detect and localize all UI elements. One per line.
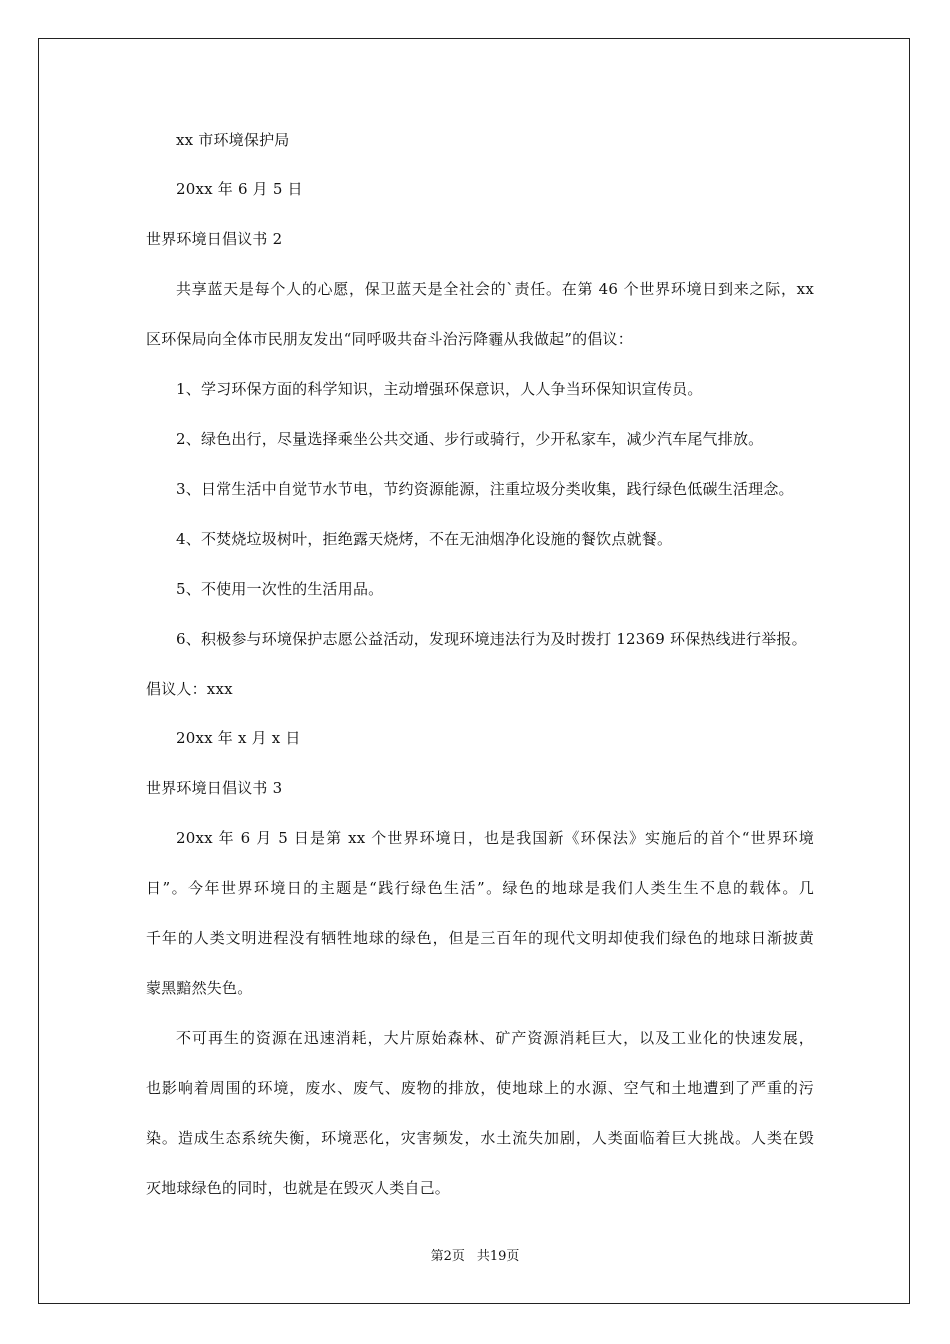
list-item-2: 2、绿色出行，尽量选择乘坐公共交通、步行或骑行，少开私家车，减少汽车尾气排放。 — [176, 430, 764, 448]
section-heading-3: 世界环境日倡议书 3 — [146, 779, 283, 797]
page-footer — [0, 1248, 950, 1266]
list-item-6: 6、积极参与环境保护志愿公益活动，发现环境违法行为及时拨打 12369 环保热线进行举报。 — [176, 630, 807, 648]
paragraph-line: 千年的人类文明进程没有牺牲地球的绿色，但是三百年的现代文明却使我们绿色的地球日渐披黄 — [146, 929, 814, 947]
paragraph-line: 不可再生的资源在迅速消耗，大片原始森林、矿产资源消耗巨大，以及工业化的快速发展， — [176, 1029, 814, 1047]
section-heading-2: 世界环境日倡议书 2 — [146, 230, 283, 248]
list-item-3: 3、日常生活中自觉节水节电，节约资源能源，注重垃圾分类收集，践行绿色低碳生活理念。 — [176, 480, 794, 498]
signature-org: xx 市环境保护局 — [176, 131, 290, 149]
signature-date: 20xx 年 6 月 5 日 — [176, 180, 303, 198]
proposal-date: 20xx 年 x 月 x 日 — [176, 729, 301, 747]
page-number: 第2页 — [430, 1249, 465, 1264]
page-total: 共19页 — [476, 1249, 520, 1264]
list-item-4: 4、不焚烧垃圾树叶，拒绝露天烧烤，不在无油烟净化设施的餐饮点就餐。 — [176, 530, 673, 548]
list-item-1: 1、学习环保方面的科学知识，主动增强环保意识，人人争当环保知识宣传员。 — [176, 380, 703, 398]
paragraph-line: 也影响着周围的环境，废水、废气、废物的排放，使地球上的水源、空气和土地遭到了严重的污 — [146, 1079, 814, 1097]
paragraph-line: 共享蓝天是每个人的心愿，保卫蓝天是全社会的`责任。在第 46 个世界环境日到来之际，xx — [176, 280, 814, 298]
proposer-line: 倡议人：xxx — [146, 680, 233, 698]
page-frame — [38, 38, 910, 1304]
list-item-5: 5、不使用一次性的生活用品。 — [176, 580, 384, 598]
paragraph-line: 染。造成生态系统失衡，环境恶化，灾害频发，水土流失加剧，人类面临着巨大挑战。人类在毁 — [146, 1129, 814, 1147]
paragraph-line: 蒙黑黯然失色。 — [146, 979, 253, 997]
paragraph-line: 区环保局向全体市民朋友发出“同呼吸共奋斗治污降霾从我做起”的倡议： — [146, 330, 633, 348]
paragraph-line: 日”。今年世界环境日的主题是“践行绿色生活”。绿色的地球是我们人类生生不息的载体。几 — [146, 879, 814, 897]
paragraph-line: 灭地球绿色的同时，也就是在毁灭人类自己。 — [146, 1179, 451, 1197]
paragraph-line: 20xx 年 6 月 5 日是第 xx 个世界环境日，也是我国新《环保法》实施后的首个“世界环境 — [176, 829, 814, 847]
